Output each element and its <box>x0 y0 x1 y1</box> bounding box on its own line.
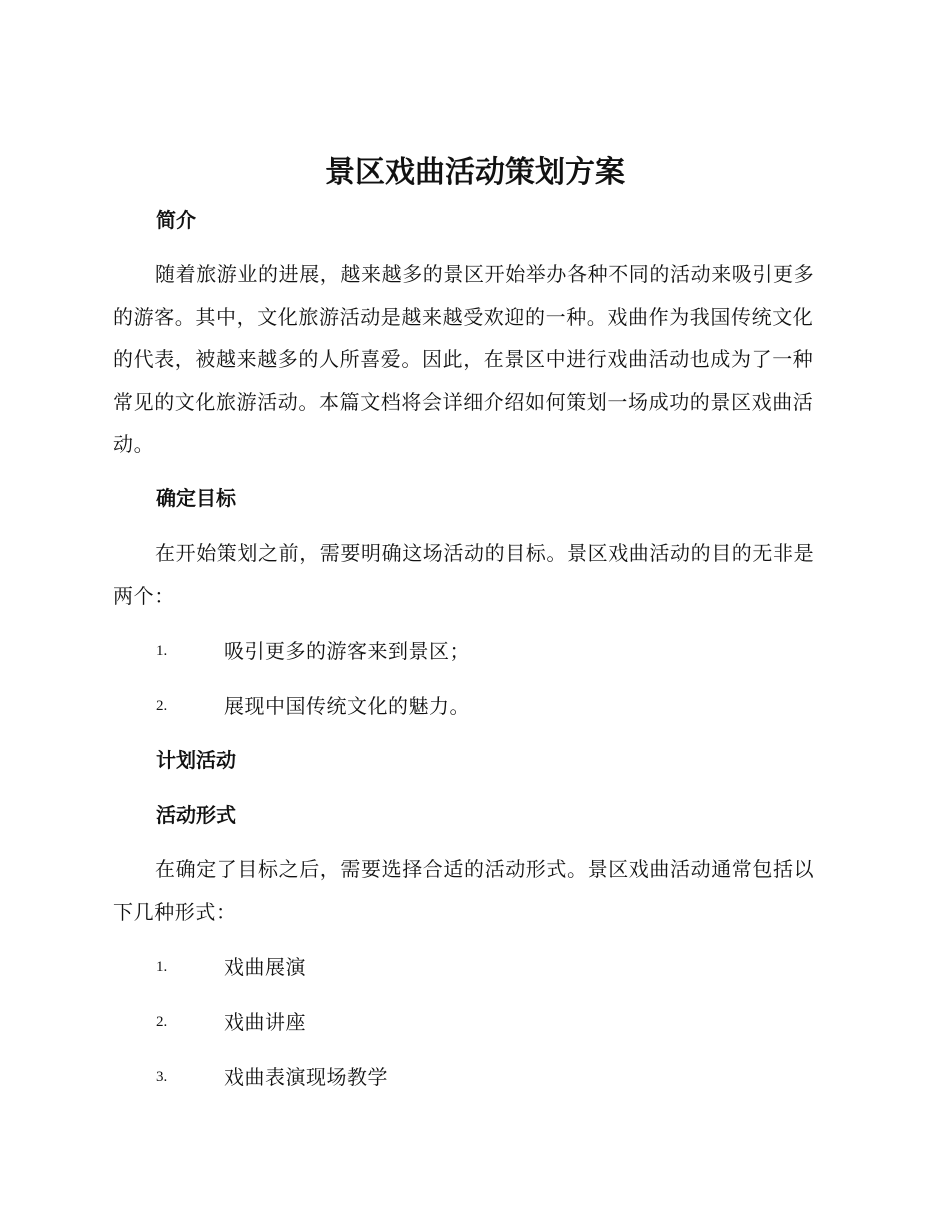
list-number: 1. <box>156 643 168 659</box>
list-text: 戏曲讲座 <box>224 1010 306 1034</box>
list-text: 戏曲表演现场教学 <box>224 1065 388 1089</box>
list-text: 戏曲展演 <box>224 955 306 979</box>
section-heading-form: 活动形式 <box>156 803 236 827</box>
list-number: 2. <box>156 698 168 714</box>
list-number: 3. <box>156 1069 168 1085</box>
goal-paragraph: 在开始策划之前，需要明确这场活动的目标。景区戏曲活动的目的无非是两个： <box>113 541 815 608</box>
list-number: 2. <box>156 1014 168 1030</box>
list-text: 吸引更多的游客来到景区； <box>224 639 470 663</box>
intro-paragraph: 随着旅游业的进展，越来越多的景区开始举办各种不同的活动来吸引更多的游客。其中，文化旅游活动是越来越受欢迎的一种。戏曲作为我国传统文化的代表，被越来越多的人所喜爱。因此，在景区中进行戏曲活动也成为了一种常见的文化旅游活动。本篇文档将会详细介绍如何策划一场成功的景区戏曲活动。 <box>113 262 815 457</box>
form-paragraph: 在确定了目标之后，需要选择合适的活动形式。景区戏曲活动通常包括以下几种形式： <box>113 857 815 924</box>
list-number: 1. <box>156 959 168 975</box>
document-title: 景区戏曲活动策划方案 <box>325 155 625 190</box>
section-heading-plan: 计划活动 <box>156 748 236 772</box>
list-text: 展现中国传统文化的魅力。 <box>224 694 470 718</box>
section-heading-goal: 确定目标 <box>156 486 236 510</box>
section-heading-intro: 简介 <box>156 208 196 232</box>
